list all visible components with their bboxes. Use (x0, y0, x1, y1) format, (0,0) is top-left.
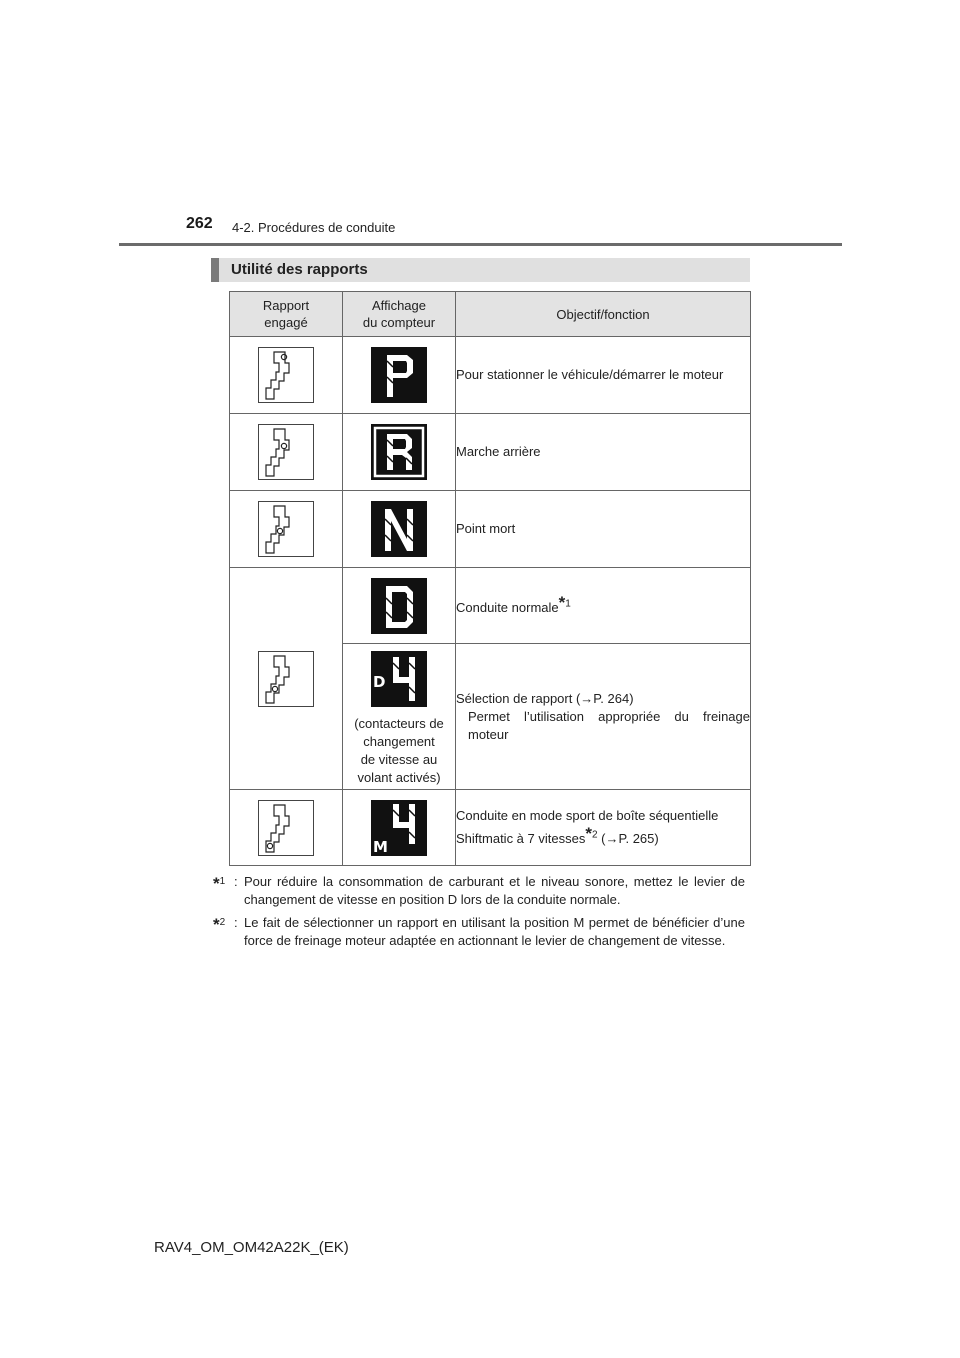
display-cell (343, 337, 456, 414)
table-row (230, 568, 751, 644)
display-cell (343, 568, 456, 644)
col-header-function: Objectif/fonction (456, 292, 751, 337)
footnote-text: Pour réduire la consommation de carburant et le niveau sonore, mettez le levier de changement de vitesse en position D lors de la conduite normale. (244, 874, 745, 907)
meter-d-icon (371, 578, 427, 634)
row-description: Sélection de rapport (→P. 264) Permet l’utilisation appropriée du freinage moteur (456, 644, 751, 790)
meter-d4-icon (371, 651, 427, 707)
footnote-mark: *$^1$ (213, 874, 226, 893)
page-number: 262 (186, 215, 213, 232)
shift-gate-r-icon (258, 424, 314, 480)
svg-text:D: D (373, 672, 386, 691)
shift-gate-n-icon (258, 501, 314, 557)
shift-gate-p-icon (258, 347, 314, 403)
meter-n-icon (371, 501, 427, 557)
display-cell (343, 644, 456, 790)
shift-cell (230, 414, 343, 491)
row-description: Conduite en mode sport de boîte séquentielle Shiftmatic à 7 vitesses*$^2$ (→P. 265) (456, 790, 751, 866)
subheading-text: Utilité des rapports (231, 261, 368, 278)
meter-m4-icon (371, 800, 427, 856)
section-title: 4-2. Procédures de conduite (232, 220, 396, 235)
shift-cell (230, 790, 343, 866)
arrow-icon: → (580, 690, 594, 706)
footnote-colon: : (234, 874, 238, 889)
row-description: Conduite normale*$^1$ (456, 568, 751, 644)
shift-gate-d-icon (258, 651, 314, 707)
shift-cell (230, 337, 343, 414)
shift-cell (230, 491, 343, 568)
header-rule (119, 243, 842, 246)
display-cell (343, 790, 456, 866)
footnote-colon: : (234, 915, 238, 930)
footnote-text: Le fait de sélectionner un rapport en utilisant la position M permet de bénéficier d’une force de freinage moteur adaptée en actionnant le levier de changement de vitesse. (244, 915, 745, 948)
document-code: RAV4_OM_OM42A22K_(EK) (154, 1239, 349, 1256)
footnote-ref-2: * (585, 824, 592, 843)
footnote-ref-1: * (558, 593, 566, 612)
row-description: Pour stationner le véhicule/démarrer le moteur (456, 337, 751, 414)
row-sub-description: Permet l’utilisation appropriée du freinage moteur (468, 708, 750, 742)
table-row (230, 790, 751, 866)
shift-gate-m-icon (258, 800, 314, 856)
display-caption: (contacteurs de changement de vitesse au volant activés) (354, 715, 444, 785)
table-row (230, 337, 751, 414)
footnote-2 (213, 914, 745, 950)
shift-cell (230, 568, 343, 790)
col-header-display: Affichage du compteur (343, 292, 456, 337)
row-description: Point mort (456, 491, 751, 568)
arrow-icon: → (605, 831, 619, 846)
table-row (230, 491, 751, 568)
display-cell (343, 491, 456, 568)
subheading-bar (211, 258, 750, 282)
gear-table (229, 291, 751, 866)
meter-r-icon (371, 424, 427, 480)
table-row (230, 414, 751, 491)
svg-text:M: M (373, 837, 388, 856)
footnote-1 (213, 873, 745, 909)
table-header-row (230, 292, 751, 337)
row-description: Marche arrière (456, 414, 751, 491)
col-header-gear: Rapport engagé (230, 292, 343, 337)
meter-p-icon (371, 347, 427, 403)
footnote-mark: *$^2$ (213, 915, 226, 934)
display-cell (343, 414, 456, 491)
